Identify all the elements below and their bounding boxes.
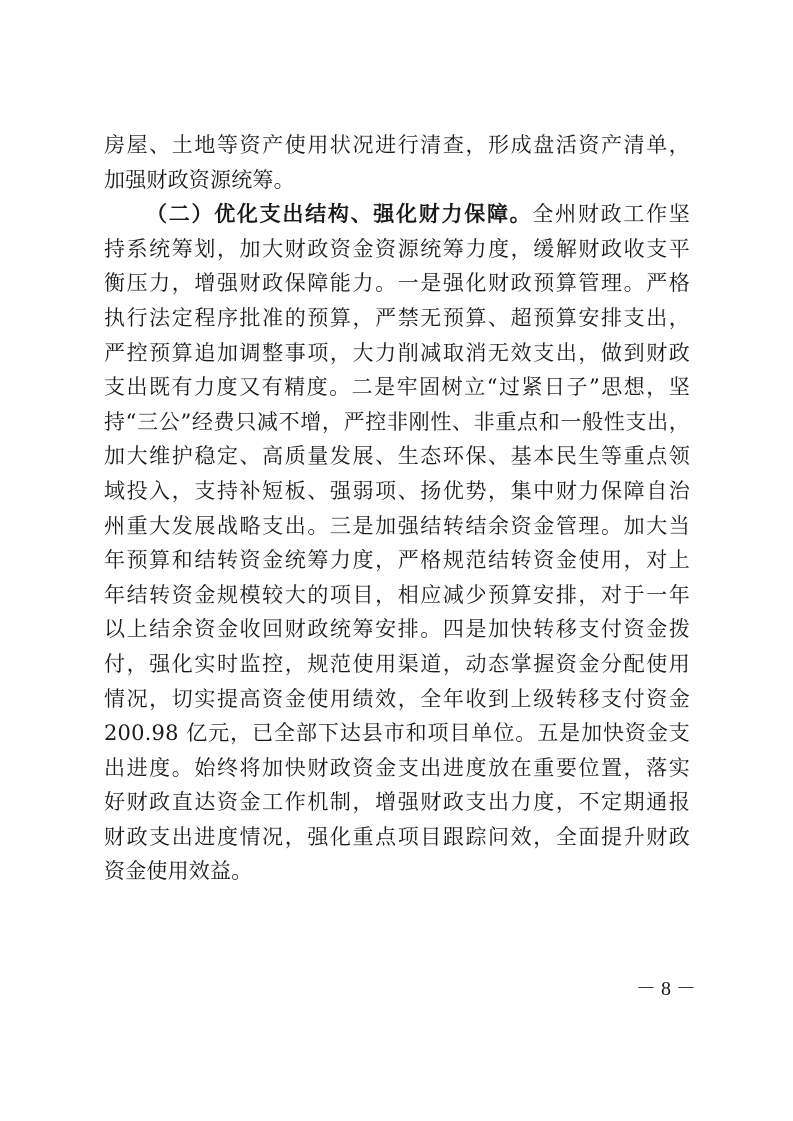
body-text — [104, 128, 690, 889]
text-line-22: 资金使用效益。 — [104, 859, 253, 884]
text-line-6: 执行法定程序批准的预算，严禁无预算、超预算安排支出， — [104, 305, 690, 330]
text-line-2: 加强财政资源统筹。 — [104, 167, 295, 192]
text-line-7: 严控预算追加调整事项，大力削减取消无效支出，做到财政 — [104, 340, 690, 365]
text-line-17: 情况，切实提高资金使用绩效，全年收到上级转移支付资金 — [104, 686, 690, 711]
section-heading-rest: 全州财政工作坚 — [532, 202, 691, 227]
text-line-18: 200.98 亿元，已全部下达县市和项目单位。五是加快资金支 — [104, 721, 690, 746]
section-heading-line — [104, 197, 690, 232]
text-line-12: 州重大发展战略支出。三是加强结转结余资金管理。加大当 — [104, 513, 690, 538]
text-line-4: 持系统筹划，加大财政资金资源统筹力度，缓解财政收支平 — [104, 236, 690, 261]
text-line-15: 以上结余资金收回财政统筹安排。四是加快转移支付资金拨 — [104, 617, 690, 642]
text-line-20: 好财政直达资金工作机制，增强财政支出力度，不定期通报 — [104, 790, 690, 815]
text-line-11: 域投入，支持补短板、强弱项、扬优势，集中财力保障自治 — [104, 478, 690, 503]
text-line-21: 财政支出进度情况，强化重点项目跟踪问效，全面提升财政 — [104, 824, 690, 849]
text-line-1: 房屋、土地等资产使用状况进行清查，形成盘活资产清单， — [104, 133, 690, 157]
text-line-16: 付，强化实时监控，规范使用渠道，动态掌握资金分配使用 — [104, 651, 690, 676]
section-heading: （二）优化支出结构、强化财力保障。 — [146, 202, 533, 227]
text-line-14: 年结转资金规模较大的项目，相应减少预算安排，对于一年 — [104, 582, 690, 607]
text-line-8: 支出既有力度又有精度。二是牢固树立“过紧日子”思想，坚 — [104, 375, 690, 400]
page-number: － 8 － — [636, 978, 696, 1000]
text-line-19: 出进度。始终将加快财政资金支出进度放在重要位置，落实 — [104, 755, 690, 780]
text-line-13: 年预算和结转资金统筹力度，严格规范结转资金使用，对上 — [104, 548, 690, 573]
text-line-10: 加大维护稳定、高质量发展、生态环保、基本民生等重点领 — [104, 444, 690, 469]
text-line-9: 持“三公”经费只减不增，严控非刚性、非重点和一般性支出， — [104, 409, 690, 434]
text-line-5: 衡压力，增强财政保障能力。一是强化财政预算管理。严格 — [104, 271, 690, 296]
